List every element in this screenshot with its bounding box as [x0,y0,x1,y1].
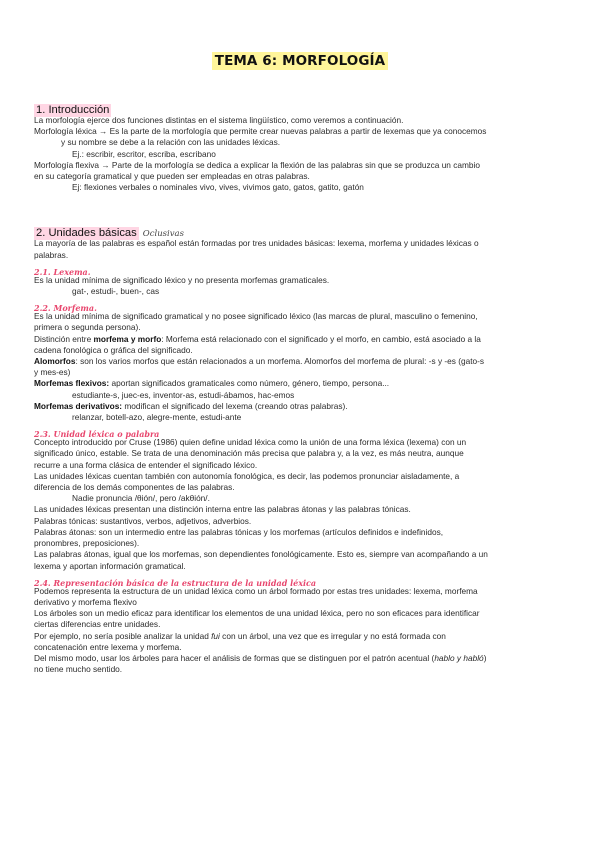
paragraph: no tiene mucho sentido. [34,664,123,675]
example-line: relanzar, botell-azo, alegre-mente, estudi-ante [72,412,242,423]
paragraph: recurre a una forma clásica de entender el significado léxico. [34,459,258,470]
paragraph: Distinción entre morfema y morfo: Morfema está relacionado con el significado y el morfo, en cambio, está asociado a la [34,333,481,344]
paragraph: Alomorfos: son los varios morfos que están relacionados a un morfema. Alomorfos del morfema de plural: -s y -es (gato-s [34,356,485,367]
paragraph: Los árboles son un medio eficaz para identificar los elementos de una unidad léxica, pero no son eficaces para identificar [34,608,480,619]
handwritten-note: Oclusivas [142,229,184,240]
paragraph: Morfemas derivativos: modifican el significado del lexema (creando otras palabras). [34,400,348,411]
paragraph: La morfología ejerce dos funciones distintas en el sistema lingüístico, como veremos a continuación. [34,115,404,125]
paragraph: primera o segunda persona). [34,322,141,333]
section-2-heading: 2. Unidades básicas [36,227,137,240]
paragraph: pronombres, preposiciones). [34,538,140,549]
paragraph: significado único, estable. Se trata de una denominación más precisa que palabra y, a la vez, es más neutra, aunque [34,448,464,459]
bold-term: Alomorfos [34,356,76,367]
italic-term: fui [211,630,220,641]
subsection-2-1-heading: 2.1. Lexema. [34,266,91,277]
example-line: estudiante-s, juec-es, inventor-as, estudi-ábamos, hac-emos [72,389,295,400]
example-line: gat-, estudi-, buen-, cas [72,286,160,297]
paragraph: Morfemas flexivos: aportan significados gramaticales como número, género, tiempo, persona... [34,378,390,389]
paragraph: Del mismo modo, usar los árboles para hacer el análisis de formas que se distinguen por el patrón acentual (hablo y habló) [34,652,487,663]
paragraph: cadena fonológica o gráfica del significado. [34,344,193,355]
paragraph: Palabras tónicas: sustantivos, verbos, adjetivos, adverbios. [34,515,252,526]
paragraph: Por ejemplo, no sería posible analizar la unidad fui con un árbol, una vez que es irregular y no está formada con [34,630,446,641]
paragraph: La mayoría de las palabras es español están formadas por tres unidades básicas: lexema, morfema y unidades léxicas o [34,238,479,249]
subsection-2-4-heading: 2.4. Representación básica de la estructura de la unidad léxica [34,577,317,588]
paragraph: Es la unidad mínima de significado léxico y no presenta morfemas gramaticales. [34,274,330,285]
section-1-heading: 1. Introducción [36,104,110,116]
example-line: Ej: flexiones verbales o nominales vivo, vives, vivimos gato, gatos, gatito, gatón [72,182,364,193]
paragraph: Las unidades léxicas cuentan también con autonomía fonológica, es decir, las podemos pronunciar aisladamente, a [34,470,460,481]
italic-term: hablo y habló [434,652,484,663]
paragraph: en su categoría gramatical y que pueden ser empleadas en otras palabras. [34,171,310,182]
page-title: TEMA 6: MORFOLOGÍA [212,52,388,70]
bold-term: Morfemas flexivos: [34,378,110,389]
paragraph: Las unidades léxicas presentan una distinción interna entre las palabras átonas y las palabras tónicas. [34,504,411,515]
bold-term: Morfemas derivativos: [34,400,123,411]
paragraph: concatenación entre lexema y morfema. [34,641,182,652]
example-line: Ej.: escribir, escritor, escriba, escribano [72,148,216,159]
paragraph: Morfología léxica → Es la parte de la morfología que permite crear nuevas palabras a partir de lexemas que ya conocemos [34,126,487,137]
paragraph: Morfología flexiva → Parte de la morfología se dedica a explicar la flexión de las palabras sin que se produzca un cambio [34,159,480,170]
paragraph: Las palabras átonas, igual que los morfemas, son dependientes fonológicamente. Esto es, siempre van acompañando a un [34,549,488,560]
subsection-2-2-heading: 2.2. Morfema. [34,303,97,314]
paragraph: Podemos representa la estructura de un unidad léxica como un árbol formado por estas tres unidades: lexema, morfema [34,585,478,596]
paragraph: lexema y aportan información gramatical. [34,560,186,571]
subsection-2-3-heading: 2.3. Unidad léxica o palabra [34,429,160,440]
paragraph: diferencia de los demás componentes de las palabras. [34,482,235,493]
paragraph: y mes-es) [34,367,71,378]
paragraph: Es la unidad mínima de significado gramatical y no posee significado léxico (las marcas de plural, masculino o femenino, [34,311,478,322]
example-line: Nadie pronuncia /θión/, pero /akθión/. [72,493,210,504]
paragraph: y su nombre se debe a la relación con las unidades léxicas. [61,137,281,148]
bold-term: morfema y morfo [93,333,162,344]
paragraph: Concepto introducido por Cruse (1986) quien define unidad léxica como la unión de una forma léxica (lexema) con un [34,437,467,448]
paragraph: derivativo y morfema flexivo [34,596,137,607]
paragraph: ciertas diferencias entre unidades. [34,619,161,630]
paragraph: Palabras átonas: son un intermedio entre las palabras tónicas y los morfemas (artículos definidos e indefinidos, [34,526,444,537]
paragraph: palabras. [34,249,69,260]
